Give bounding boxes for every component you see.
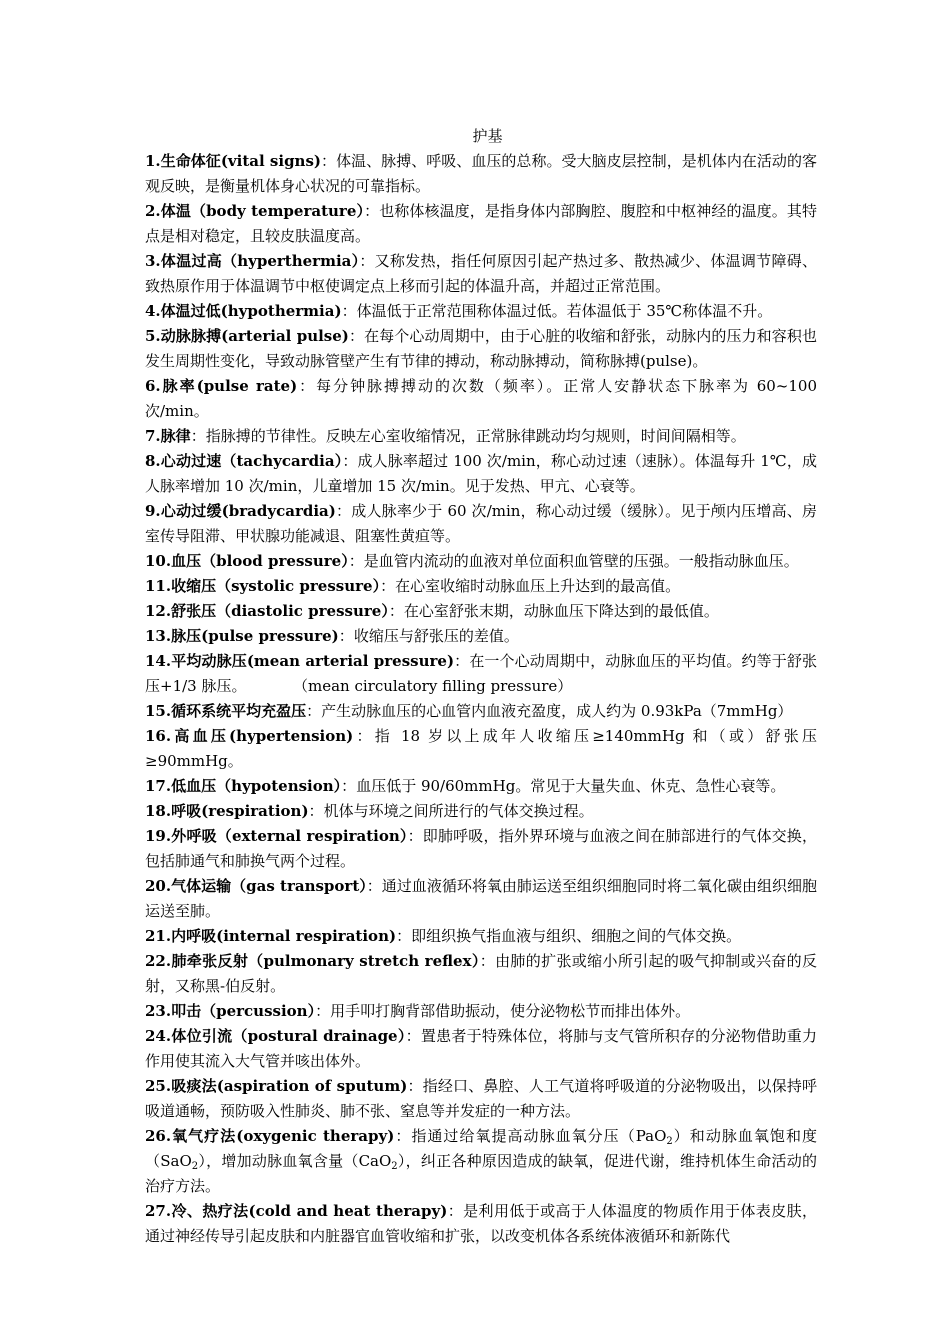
glossary-entry [145,1124,817,1199]
entry-number: 20. [145,877,172,895]
entry-separator: ： [364,202,380,220]
entry-separator: ： [388,602,404,620]
entry-term: 气体运输（gas transport） [171,877,367,895]
entry-separator: ： [190,427,206,445]
glossary-entry [145,149,817,199]
entry-separator: ： [394,1127,412,1145]
entry-number: 16. [145,727,172,745]
entry-number: 19. [145,827,172,845]
entry-separator: ： [454,652,470,670]
entry-body: 即肺呼吸，指外界环境与血液之间在肺部进行的气体交换，包括肺通气和肺换气两个过程。 [145,827,817,870]
entry-term: 体温（body temperature） [160,202,365,220]
entry-term: 生命体征(vital signs) [160,152,322,170]
entry-body-part: ），增加动脉血氧含量（CaO [198,1152,392,1170]
entry-body: 置患者于特殊体位，将肺与支气管所积存的分泌物借助重力作用使其流入大气管并咳出体外。 [145,1027,817,1070]
entry-term: 舒张压（diastolic pressure） [171,602,389,620]
entry-term: 高血压(hypertension) [171,727,354,745]
entry-separator: ： [348,327,365,345]
entry-separator: ： [407,827,423,845]
entry-term: 收缩压（systolic pressure） [171,577,381,595]
entry-body: 血压低于 90/60mmHg。常见于大量失血、休克、急性心衰等。 [356,777,786,795]
entry-body: 成人脉率少于 60 次/min，称心动过缓（缓脉）。见于颅内压增高、房室传导阻滞、甲状腺功能减退、阻塞性黄疸等。 [145,502,817,545]
entry-term: 肺牵张反射（pulmonary stretch reflex） [171,952,480,970]
entry-number: 21. [145,927,172,945]
entry-number: 18. [145,802,172,820]
entry-number: 2. [145,202,161,220]
entry-number: 10. [145,552,172,570]
entry-separator: ： [380,577,396,595]
entry-term: 低血压（hypotension） [171,777,342,795]
entry-separator: ： [341,302,357,320]
entry-body-part: 指通过给氧提高动脉血氧分压（PaO [411,1127,667,1145]
entry-term: 循环系统平均充盈压 [171,702,307,720]
glossary-entry [145,874,817,924]
entry-body: 体温低于正常范围称体温过低。若体温低于 35℃称体温不升。 [356,302,773,320]
entry-body: 由肺的扩张或缩小所引起的吸气抑制或兴奋的反射，又称黑-伯反射。 [145,952,817,995]
entry-number: 23. [145,1002,172,1020]
entry-body: 指经口、鼻腔、人工气道将呼吸道的分泌物吸出，以保持呼吸道通畅，预防吸入性肺炎、肺不张、窒息等并发症的一种方法。 [145,1077,817,1120]
entry-number: 11. [145,577,172,595]
glossary-entry [145,249,817,299]
entry-body-part: ），纠正各种原因造成的缺氧，促进代谢，维持机体生命活动的治疗方法。 [145,1152,817,1195]
entry-number: 7. [145,427,161,445]
glossary-entry [145,1199,817,1249]
glossary-entry [145,299,817,324]
glossary-entry [145,599,817,624]
entry-body: 指脉搏的节律性。反映左心室收缩情况，正常脉律跳动均匀规则，时间间隔相等。 [205,427,746,445]
entry-number: 5. [145,327,161,345]
entry-body: 用手叩打胸背部借助振动，使分泌物松节而排出体外。 [330,1002,691,1020]
entry-separator: ： [338,627,354,645]
entry-separator: ： [348,552,364,570]
glossary-entry [145,724,817,774]
entry-body: 收缩压与舒张压的差值。 [353,627,519,645]
entry-number: 1. [145,152,161,170]
entry-body-part: ）和动脉血氧饱和度（SaO [145,1127,817,1170]
entry-separator: ： [407,1077,423,1095]
entry-tail-note: （mean circulatory filling pressure） [300,677,573,695]
entry-number: 3. [145,252,161,270]
entry-separator: ： [297,377,317,395]
entry-body: 产生动脉血压的心血管内血液充盈度，成人约为 0.93kPa（7mmHg） [321,702,793,720]
entry-number: 9. [145,502,161,520]
glossary-list [145,149,817,1249]
subscript: 2 [666,1136,673,1147]
entry-term: 心动过速（tachycardia） [160,452,343,470]
glossary-entry [145,549,817,574]
entry-body: 即组织换气指血液与组织、细胞之间的气体交换。 [411,927,742,945]
entry-body: 又称发热，指任何原因引起产热过多、散热减少、体温调节障碍、致热原作用于体温调节中枢使调定点上移而引起的体温升高，并超过正常范围。 [145,252,817,295]
glossary-entry [145,499,817,549]
entry-separator: ： [479,952,496,970]
entry-term: 外呼吸（external respiration） [171,827,408,845]
glossary-entry [145,649,817,699]
entry-term: 脉率(pulse rate) [160,377,298,395]
entry-number: 13. [145,627,172,645]
entry-separator: ： [342,452,358,470]
entry-term: 动脉脉搏(arterial pulse) [160,327,349,345]
glossary-entry [145,1074,817,1124]
entry-term: 体温过高（hyperthermia） [160,252,360,270]
entry-term: 脉律 [160,427,191,445]
glossary-entry [145,324,817,374]
entry-body: 每分钟脉搏搏动的次数（频率）。正常人安静状态下脉率为 60~100 次/min。 [145,377,817,420]
entry-term: 氧气疗法(oxygenic therapy) [171,1127,395,1145]
glossary-entry [145,574,817,599]
entry-body: 在一个心动周期中，动脉血压的平均值。约等于舒张压+1/3 脉压。 [145,652,817,695]
glossary-entry [145,774,817,799]
entry-separator: ： [353,727,375,745]
entry-term: 血压（blood pressure） [171,552,349,570]
entry-number: 4. [145,302,161,320]
subscript: 2 [391,1161,398,1172]
entry-separator: ： [308,802,324,820]
entry-number: 17. [145,777,172,795]
entry-separator: ： [335,502,352,520]
subscript: 2 [191,1161,199,1172]
glossary-entry [145,624,817,649]
entry-body: 在每个心动周期中，由于心脏的收缩和舒张，动脉内的压力和容积也发生周期性变化，导致动脉管壁产生有节律的搏动，称动脉搏动，简称脉搏(pulse)。 [145,327,817,370]
entry-body: 机体与环境之间所进行的气体交换过程。 [323,802,594,820]
glossary-entry [145,449,817,499]
entry-number: 25. [145,1077,172,1095]
entry-separator: ： [366,877,382,895]
glossary-entries [145,149,817,1124]
glossary-entry [145,999,817,1024]
entry-body: 是血管内流动的血液对单位面积血管壁的压强。一般指动脉血压。 [363,552,799,570]
entry-body: 指 18 岁以上成年人收缩压≥140mmHg 和（或）舒张压≥90mmHg。 [145,727,817,770]
glossary-entry [145,924,817,949]
document-title: 护基 [472,127,503,145]
entry-term: 心动过缓(bradycardia) [160,502,336,520]
entry-separator: ： [359,252,375,270]
entry-body: 在心室收缩时动脉血压上升达到的最高值。 [395,577,681,595]
entry-separator: ： [315,1002,331,1020]
glossary-entry [145,799,817,824]
glossary-entry [145,424,817,449]
entry-number: 27. [145,1202,172,1220]
entry-number: 22. [145,952,172,970]
glossary-entry [145,824,817,874]
entry-separator: ： [341,777,357,795]
entry-body: 也称体核温度，是指身体内部胸腔、腹腔和中枢神经的温度。其特点是相对稳定，且较皮肤温度高。 [145,202,817,245]
glossary-entry [145,374,817,424]
glossary-entry [145,699,817,724]
entry-body: 是利用低于或高于人体温度的物质作用于体表皮肤，通过神经传导引起皮肤和内脏器官血管收缩和扩张，以改变机体各系统体液循环和新陈代 [145,1202,817,1245]
entry-separator: ： [447,1202,464,1220]
entry-term: 呼吸(respiration) [171,802,309,820]
glossary-entry [145,199,817,249]
entry-term: 体温过低(hypothermia) [160,302,342,320]
entry-term: 吸痰法(aspiration of sputum) [171,1077,408,1095]
entry-term: 冷、热疗法(cold and heat therapy) [171,1202,448,1220]
entry-separator: ： [321,152,337,170]
entry-number: 14. [145,652,172,670]
entry-term: 平均动脉压(mean arterial pressure) [171,652,455,670]
entry-body: 在心室舒张末期，动脉血压下降达到的最低值。 [403,602,719,620]
entry-number: 24. [145,1027,172,1045]
entry-number: 6. [145,377,161,395]
entry-term: 叩击（percussion） [171,1002,316,1020]
entry-separator: ： [396,927,412,945]
entry-number: 15. [145,702,172,720]
glossary-entry [145,1024,817,1074]
entry-term: 脉压(pulse pressure) [171,627,339,645]
entry-number: 12. [145,602,172,620]
entry-separator: ： [405,1027,421,1045]
entry-number: 26. [145,1127,172,1145]
entry-term: 体位引流（postural drainage） [171,1027,406,1045]
entry-body: 体温、脉搏、呼吸、血压的总称。受大脑皮层控制，是机体内在活动的客观反映，是衡量机体身心状况的可靠指标。 [145,152,817,195]
entry-term: 内呼吸(internal respiration) [171,927,397,945]
entry-number: 8. [145,452,161,470]
entry-body: 成人脉率超过 100 次/min，称心动过速（速脉）。体温每升 1℃，成人脉率增加 10 次/min，儿童增加 15 次/min。见于发热、甲亢、心衰等。 [145,452,817,495]
entry-body: 通过血液循环将氧由肺运送至组织细胞同时将二氧化碳由组织细胞运送至肺。 [145,877,817,920]
entry-separator: ： [306,702,322,720]
glossary-entry [145,949,817,999]
